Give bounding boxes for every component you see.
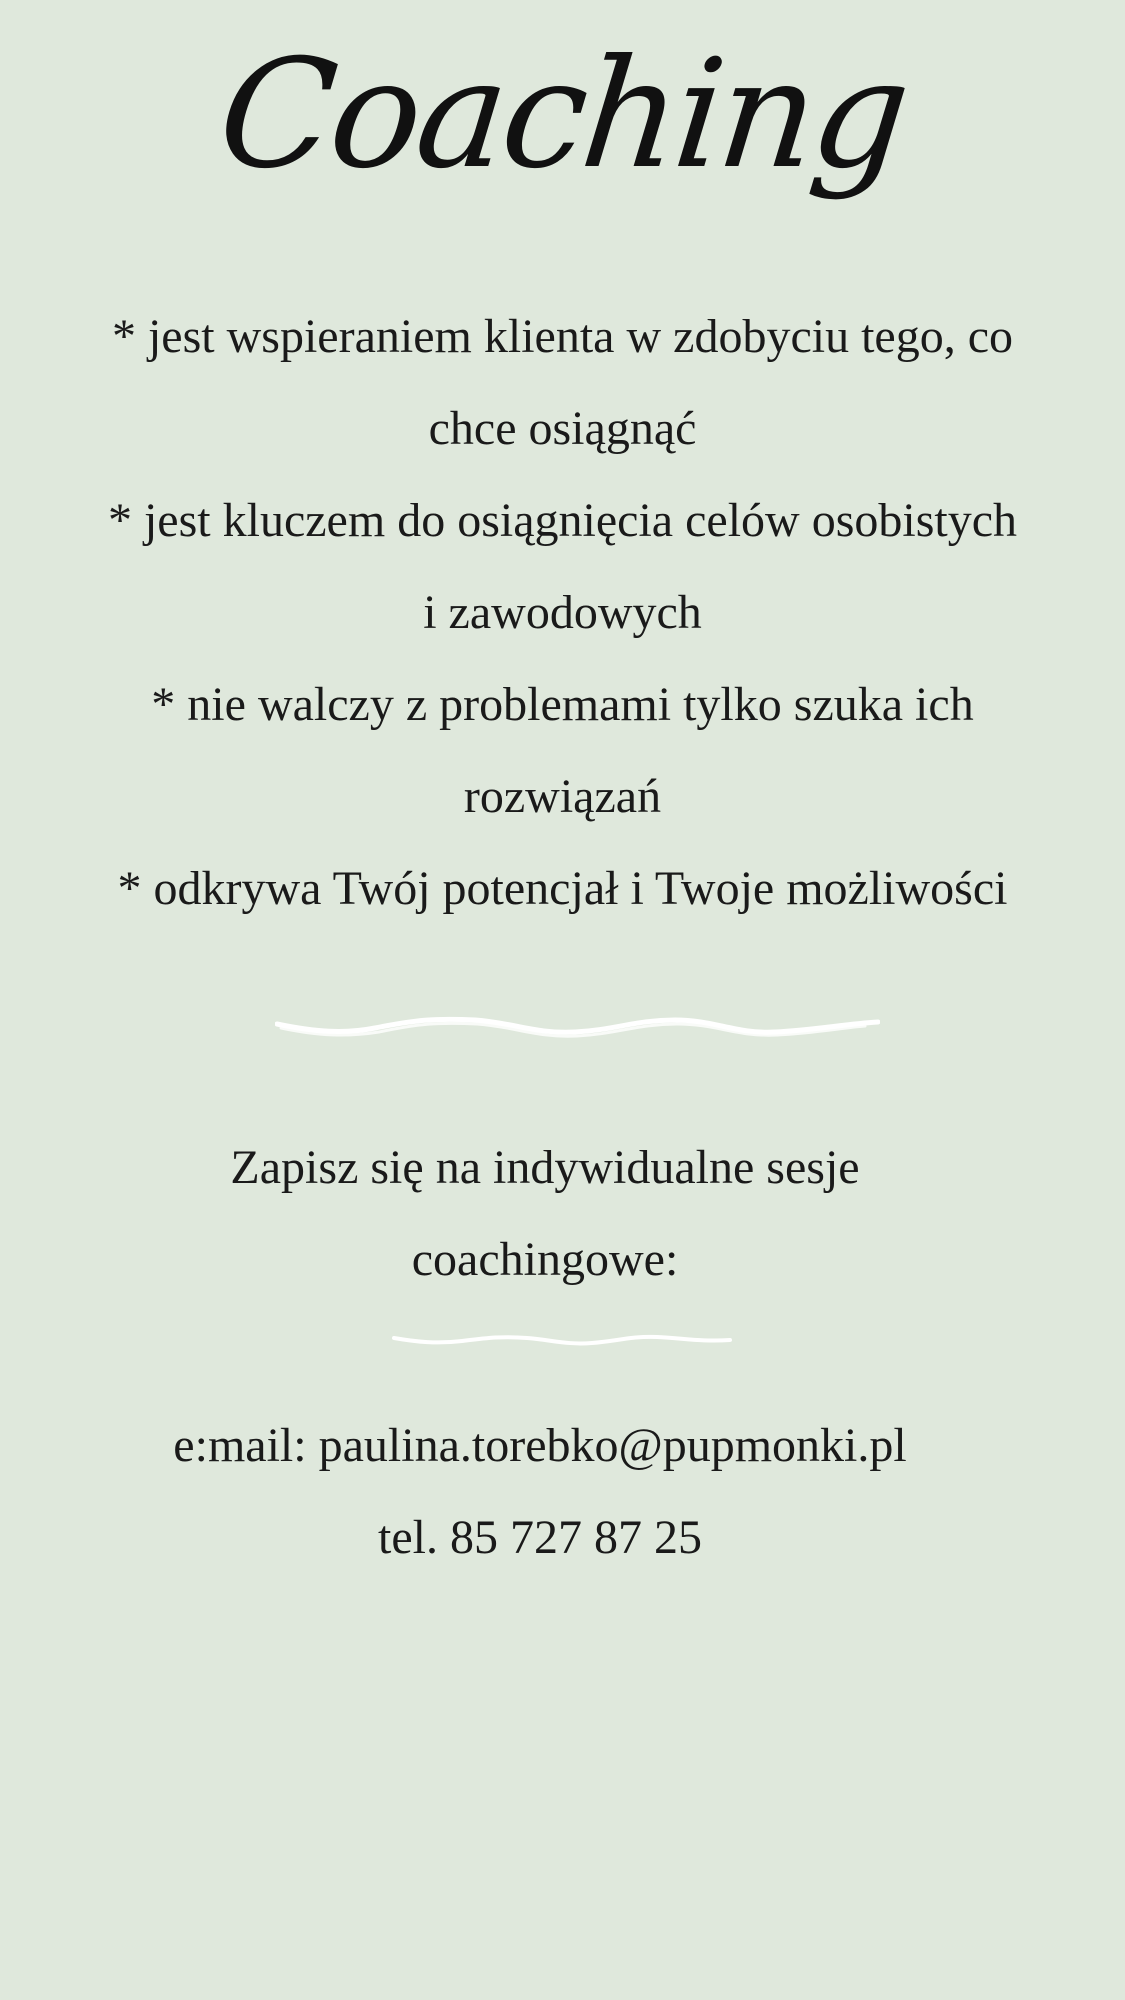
wave-divider bbox=[275, 1010, 880, 1046]
phone-text: tel. 85 727 87 25 bbox=[378, 1511, 702, 1564]
email-text: e:mail: paulina.torebko@pupmonki.pl bbox=[173, 1419, 907, 1472]
list-item: * jest wspieraniem klienta w zdobyciu tego, co chce osiągnąć bbox=[111, 310, 1014, 455]
list-item: * jest kluczem do osiągnięcia celów osobistych i zawodowych bbox=[107, 494, 1018, 639]
signup-text: Zapisz się na indywidualne sesje coachingowe: bbox=[230, 1141, 860, 1286]
wave-divider-small bbox=[392, 1330, 732, 1352]
list-item: * odkrywa Twój potencjał i Twoje możliwości bbox=[117, 862, 1008, 915]
page-title: Coaching bbox=[211, 28, 914, 202]
coaching-description bbox=[100, 291, 1025, 935]
list-item: * nie walczy z problemami tylko szuka ich rozwiązań bbox=[151, 678, 974, 823]
contact-info bbox=[100, 1400, 980, 1584]
